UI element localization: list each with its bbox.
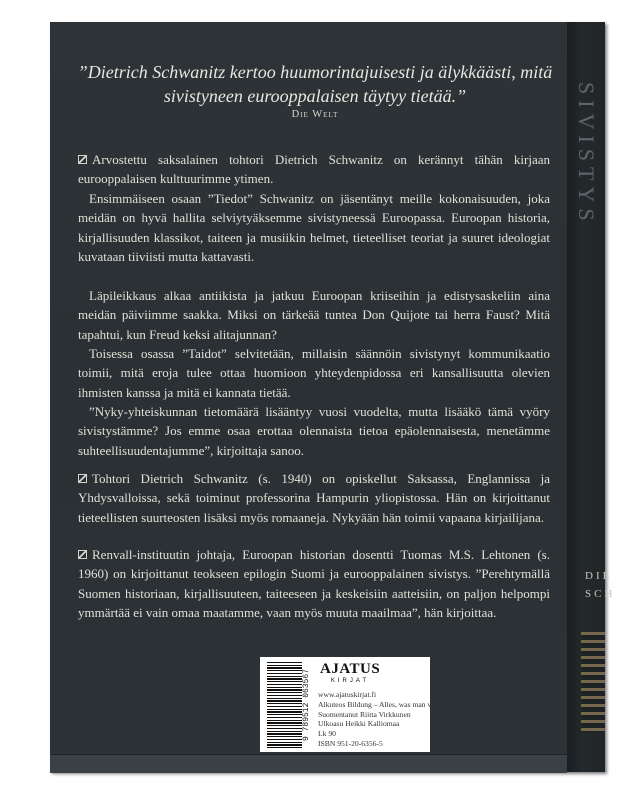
spine-title: SIVISTYS [574,82,599,227]
spine-author-line-2: SCH [585,588,616,600]
barcode-image [267,662,302,748]
square-bullet-icon [78,155,87,164]
translator: Suomentanut Riitta Virkkunen [318,709,411,719]
square-bullet-icon [78,550,87,559]
paragraph-part-two: Toisessa osassa ”Taidot” selvitetään, millaisin säännöin sivistynyt kommunikaatio toimii, mitä eroja tulee ottaa huomioon yhteydenpidossa eri kansallisuutta olevien ihmisten kanssa ja mitä ei kannata tietää. [78,346,550,400]
library-class: Lk 90 [318,729,336,739]
barcode-digits: 9 789512 063567 [302,669,311,742]
book-back-cover [50,22,616,772]
paragraph-epilogue [78,545,550,622]
isbn: ISBN 951-20-6356-5 [318,738,383,748]
spine-author-line-1: DIE [585,570,613,582]
imprint-details [318,690,466,749]
book-spine [567,22,616,772]
square-bullet-icon [78,474,87,483]
cover-quote: ”Dietrich Schwanitz kertoo huumorintajuisesti ja älykkäästi, mitä sivistyneen eurooppalaisen täytyy tietää.” [77,62,553,106]
quote-source: Die Welt [291,109,339,120]
cover-design: Ulkoasu Heikki Kalliomaa [318,719,400,729]
publisher-sub: KIRJAT [330,678,370,684]
paragraph-text: Tohtori Dietrich Schwanitz (s. 1940) on opiskellut Saksassa, Englannissa ja Yhdysvalloissa, sekä toiminut professorina Hampurin yliopistossa. Hän on kirjoittanut tieteellisten suurteosten lisäksi myös romaaneja. Nykyään hän toimii vapaana kirjailijana. [78,471,550,525]
original-title: Alkuteos Bildung – Alles, was man wissen muss [318,699,466,709]
paragraph-part-one: Ensimmäiseen osaan ”Tiedot” Schwanitz on jäsentänyt meille kokonaisuuden, joka meidän on hyvä hallita selviytyäksemme sivistyneessä Euroopassa. Euroopan historia, kirjallisuuden klassikot, taiteen ja musiikin helmet, tieteelliset teoriat ja suuret ideologiat kuvataan tiiviisti mutta kattavasti. [78,191,550,264]
spine-publisher-logo [581,632,605,732]
paragraph-author-quote: ”Nyky-yhteiskunnan tietomäärä lisääntyy vuosi vuodelta, mutta lisääkö tämä vyöry sivistystämme? Jos emme osaa erottaa olennaista tietoa epäolennaisesta, menetämme suhteellisuudentajumme”, kirjoittaja sanoo. [78,404,550,458]
cover-bottom-edge [50,754,567,773]
paragraph-intro [78,150,550,189]
paragraph-author-bio [78,469,550,527]
paragraph-history: Läpileikkaus alkaa antiikista ja jatkuu Euroopan kriiseihin ja edistysaskeliin aina meidän päiviimme saakka. Miksi on tärkeää tuntea Don Quijote tai herra Faust? Mitä tapahtui, kun Freud keksi alitajunnan? [78,288,550,342]
paragraph-text: Renvall-instituutin johtaja, Euroopan historian dosentti Tuomas M.S. Lehtonen (s. 1960) on kirjoittanut teokseen epilogin Suomi ja eurooppalainen sivistys. ”Perehtymällä Suomen historiaan, kirjallisuuteen, taiteeseen ja keskeisiin aatteisiin, on paljon helpompi ymmärtää ei vain omaa maatamme, vaan myös muuta maailmaa”, hän kirjoittaa. [78,547,550,620]
barcode-panel [260,657,466,752]
publisher-website: www.ajatuskirjat.fi [318,690,377,699]
back-cover-board [50,22,567,754]
publisher-logo: AJATUS [320,661,381,677]
paragraph-text: Arvostettu saksalainen tohtori Dietrich Schwanitz on kerännyt tähän kirjaan eurooppalaisen kulttuurimme ytimen. [78,152,550,187]
